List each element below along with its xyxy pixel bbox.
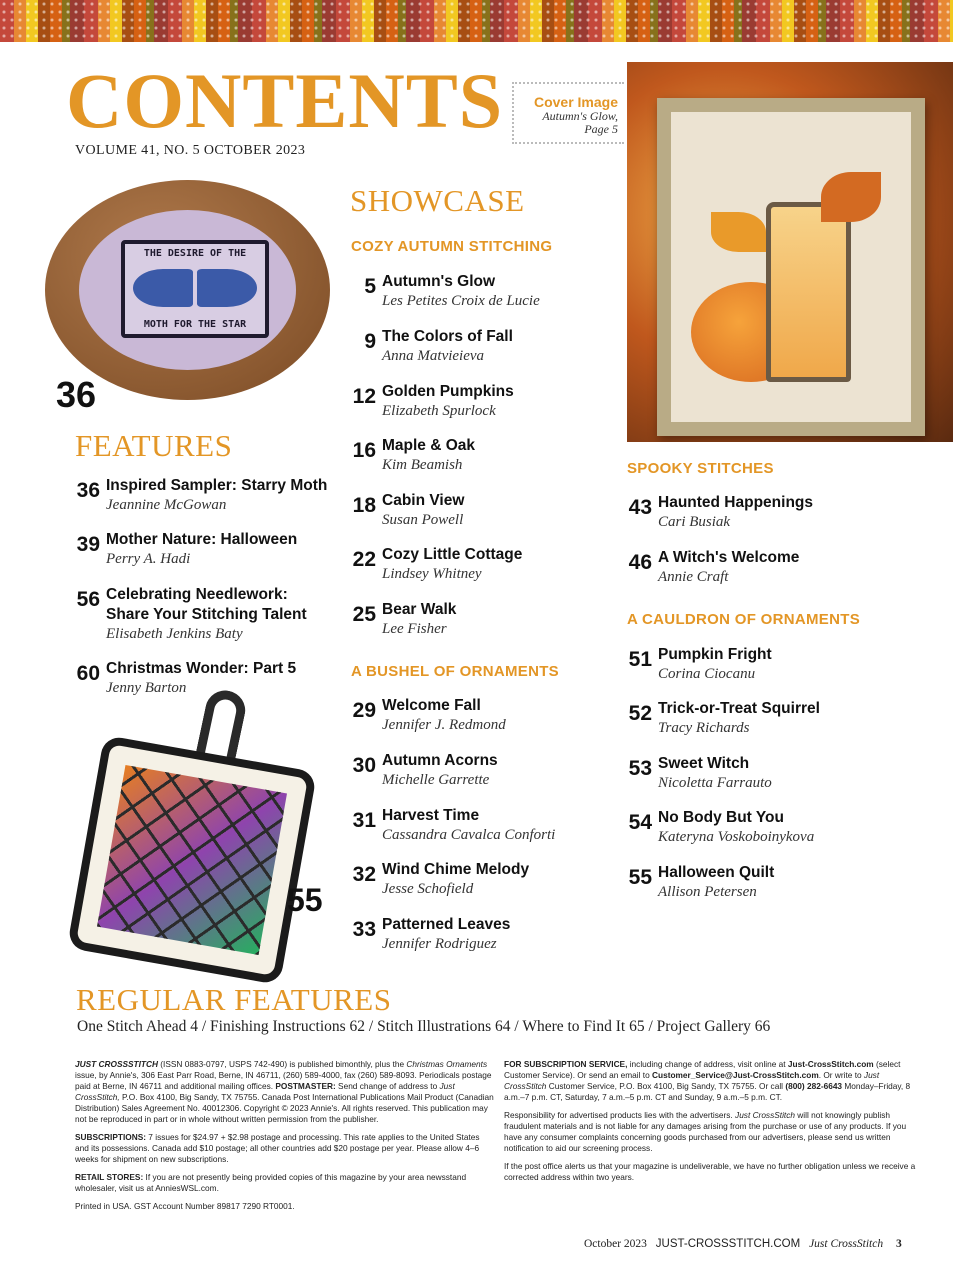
entry-page: 53 bbox=[628, 757, 652, 780]
quilt-pattern bbox=[97, 765, 287, 955]
entry-page: 43 bbox=[628, 496, 652, 519]
entry-author: Cassandra Cavalca Conforti bbox=[382, 827, 556, 843]
entry-page: 54 bbox=[628, 811, 652, 834]
moth-wing-right bbox=[197, 269, 257, 307]
entry-page: 5 bbox=[364, 275, 376, 298]
entry-title: Halloween Quilt bbox=[658, 864, 775, 881]
spooky-heading: SPOOKY STITCHES bbox=[627, 460, 774, 477]
entry-author: Tracy Richards bbox=[658, 720, 750, 736]
entry-title: Inspired Sampler: Starry Moth bbox=[106, 477, 328, 494]
entry-page: 55 bbox=[628, 866, 652, 889]
bushel-heading: A BUSHEL OF ORNAMENTS bbox=[351, 663, 559, 680]
entry-author: Nicoletta Farrauto bbox=[658, 775, 772, 791]
entry-page: 56 bbox=[76, 588, 100, 611]
footer-date: October 2023 bbox=[584, 1238, 647, 1250]
entry-title: Haunted Happenings bbox=[658, 494, 814, 511]
entry-title: Maple & Oak bbox=[382, 437, 476, 454]
entry-author: Allison Petersen bbox=[658, 884, 757, 900]
moth-panel-bottom-text: MOTH FOR THE STAR bbox=[143, 319, 247, 330]
entry-page: 46 bbox=[628, 551, 652, 574]
features-heading: FEATURES bbox=[75, 428, 233, 463]
picture-frame bbox=[657, 98, 925, 436]
entry-author: Anna Matvieieva bbox=[382, 348, 485, 364]
entry-page: 32 bbox=[352, 863, 376, 886]
entry-page: 51 bbox=[628, 648, 652, 671]
entry-title-line2: Share Your Stitching Talent bbox=[106, 606, 307, 623]
regular-features-list: One Stitch Ahead 4 / Finishing Instructions 62 / Stitch Illustrations 64 / Where to Find It 65 / Project Gallery 66 bbox=[77, 1018, 771, 1035]
entry-author: Jennifer J. Redmond bbox=[382, 717, 506, 733]
page-title: CONTENTS bbox=[66, 57, 504, 144]
cover-page: Page 5 bbox=[584, 122, 618, 136]
entry-author: Jennifer Rodriguez bbox=[382, 936, 497, 952]
entry-author: Lindsey Whitney bbox=[382, 566, 482, 582]
entry-page: 9 bbox=[364, 330, 376, 353]
entry-title: No Body But You bbox=[658, 809, 784, 826]
entry-page: 33 bbox=[352, 918, 376, 941]
cozy-heading: COZY AUTUMN STITCHING bbox=[351, 238, 553, 255]
entry-title: Cozy Little Cottage bbox=[382, 546, 523, 563]
entry-title: Christmas Wonder: Part 5 bbox=[106, 660, 297, 677]
footer-website[interactable]: JUST-CROSSSTITCH.COM bbox=[655, 1238, 801, 1250]
entry-page: 39 bbox=[76, 533, 100, 556]
entry-title: Patterned Leaves bbox=[382, 916, 511, 933]
halloween-quilt-ornament-photo bbox=[76, 744, 308, 976]
moth-page-callout: 36 bbox=[56, 374, 97, 415]
leaf-shape bbox=[821, 172, 881, 222]
entry-page: 12 bbox=[352, 385, 376, 408]
entry-title: The Colors of Fall bbox=[382, 328, 513, 345]
entry-title: Cabin View bbox=[382, 492, 465, 509]
entry-author: Corina Ciocanu bbox=[658, 666, 756, 682]
entry-author: Perry A. Hadi bbox=[106, 551, 191, 567]
entry-author: Susan Powell bbox=[382, 512, 464, 528]
entry-title: Harvest Time bbox=[382, 807, 480, 824]
entry-page: 30 bbox=[352, 754, 376, 777]
entry-author: Lee Fisher bbox=[382, 621, 447, 637]
page-number: 3 bbox=[895, 1238, 902, 1250]
entry-title: Sweet Witch bbox=[658, 755, 750, 772]
regular-features-heading: REGULAR FEATURES bbox=[76, 982, 392, 1017]
entry-title: Welcome Fall bbox=[382, 697, 481, 714]
entry-author: Les Petites Croix de Lucie bbox=[382, 293, 540, 309]
entry-title: A Witch's Welcome bbox=[658, 549, 800, 566]
entry-author: Jenny Barton bbox=[106, 680, 187, 696]
beaded-border bbox=[0, 0, 953, 42]
page-footer bbox=[584, 1238, 902, 1250]
entry-page: 22 bbox=[352, 548, 376, 571]
moth-panel-top-text: THE DESIRE OF THE bbox=[143, 248, 247, 259]
stitched-canvas bbox=[671, 112, 911, 422]
entry-page: 18 bbox=[352, 494, 376, 517]
entry-title: Pumpkin Fright bbox=[658, 646, 772, 663]
moth-panel bbox=[121, 240, 269, 338]
entry-author: Annie Craft bbox=[658, 569, 729, 585]
entry-author: Elisabeth Jenkins Baty bbox=[106, 626, 243, 642]
moth-wing-left bbox=[133, 269, 193, 307]
leaf-shape bbox=[711, 212, 766, 252]
subscription-info: FOR SUBSCRIPTION SERVICE, including change of address, visit online at Just-CrossStitch.com (select Customer Service). Or send an email to Customer_Service@Just-CrossStitch.com. Or write to Just CrossStitch Customer Service, P.O. Box 4100, Big Sandy, TX 75755. Or call (800) 282-6643 Monday–Friday, 8 a.m.–7 p.m. CT, Saturday, 7 a.m.–5 p.m. CT and Sunday, 9 a.m.–5 p.m. CT. Responsibility for advertised products lies with the advertisers. Just CrossStitch will not knowingly publish fraudulent materials and is not liable for any damages arising from the purchase or use of any products. If you have any consumer complaints concerning goods purchased from our advertisers, please send us written notification to aid our screening process. If the post office alerts us that your magazine is undeliverable, we have no further obligation unless we receive a corrected address within two years. bbox=[504, 1059, 916, 1182]
entry-title: Golden Pumpkins bbox=[382, 383, 514, 400]
entry-page: 29 bbox=[352, 699, 376, 722]
entry-title: Bear Walk bbox=[382, 601, 457, 618]
entry-page: 31 bbox=[352, 809, 376, 832]
entry-title: Celebrating Needlework: bbox=[106, 586, 288, 603]
moth-sampler-photo bbox=[45, 180, 330, 400]
cover-label: Cover Image bbox=[533, 94, 618, 110]
entry-title: Autumn Acorns bbox=[382, 752, 498, 769]
entry-page: 60 bbox=[76, 662, 100, 685]
showcase-heading: SHOWCASE bbox=[350, 183, 525, 218]
entry-page: 52 bbox=[628, 702, 652, 725]
entry-page: 16 bbox=[352, 439, 376, 462]
footer-magazine: Just CrossStitch bbox=[809, 1238, 884, 1250]
ornament-page-callout: 55 bbox=[287, 882, 323, 918]
cauldron-heading: A CAULDRON OF ORNAMENTS bbox=[627, 611, 860, 628]
cover-title: Autumn's Glow, bbox=[542, 109, 618, 123]
entry-author: Cari Busiak bbox=[658, 514, 731, 530]
entry-author: Kateryna Voskoboinykova bbox=[658, 829, 815, 845]
publication-info: JUST CROSSSTITCH (ISSN 0883-0797, USPS 742-490) is published bimonthly, plus the Christmas Ornaments issue, by Annie's, 306 East Parr Road, Berne, IN 46711, (260) 589-4000, fax (260) 589-8093. Periodicals postage paid at Berne, IN 46711 and additional mailing offices. POSTMASTER: Send change of address to Just CrossStitch, P.O. Box 4100, Big Sandy, TX 75755. Canada Post International Publications Mail Product (Canadian Distribution) Sales Agreement No. 40012306. Copyright © 2023 Annie's. All rights reserved. This publication may not be reproduced in part or in whole without written permission from the publisher. SUBSCRIPTIONS: 7 issues for $24.97 + $2.98 postage and processing. This rate applies to the United States and its possessions. Canada add $10 postage; all other countries add $20 postage per year. Please allow 4–6 weeks for shipment on new subscriptions. RETAIL STORES: If you are not presently being provided copies of this magazine by your area newsstand wholesaler, visit us at AnniesWSL.com. Printed in USA. GST Account Number 89817 7290 RT0001. bbox=[75, 1059, 494, 1211]
cover-caption bbox=[512, 82, 624, 144]
entry-author: Elizabeth Spurlock bbox=[382, 403, 496, 419]
entry-author: Michelle Garrette bbox=[382, 772, 490, 788]
entry-title: Wind Chime Melody bbox=[382, 861, 530, 878]
entry-author: Jesse Schofield bbox=[382, 881, 474, 897]
volume-issue: VOLUME 41, NO. 5 OCTOBER 2023 bbox=[75, 143, 306, 158]
cover-photo bbox=[627, 62, 953, 442]
entry-title: Autumn's Glow bbox=[382, 273, 496, 290]
entry-title: Trick-or-Treat Squirrel bbox=[658, 700, 820, 717]
entry-page: 36 bbox=[76, 479, 100, 502]
lantern-shape bbox=[766, 202, 851, 382]
entry-page: 25 bbox=[352, 603, 376, 626]
entry-author: Jeannine McGowan bbox=[106, 497, 227, 513]
entry-author: Kim Beamish bbox=[382, 457, 463, 473]
entry-title: Mother Nature: Halloween bbox=[106, 531, 298, 548]
